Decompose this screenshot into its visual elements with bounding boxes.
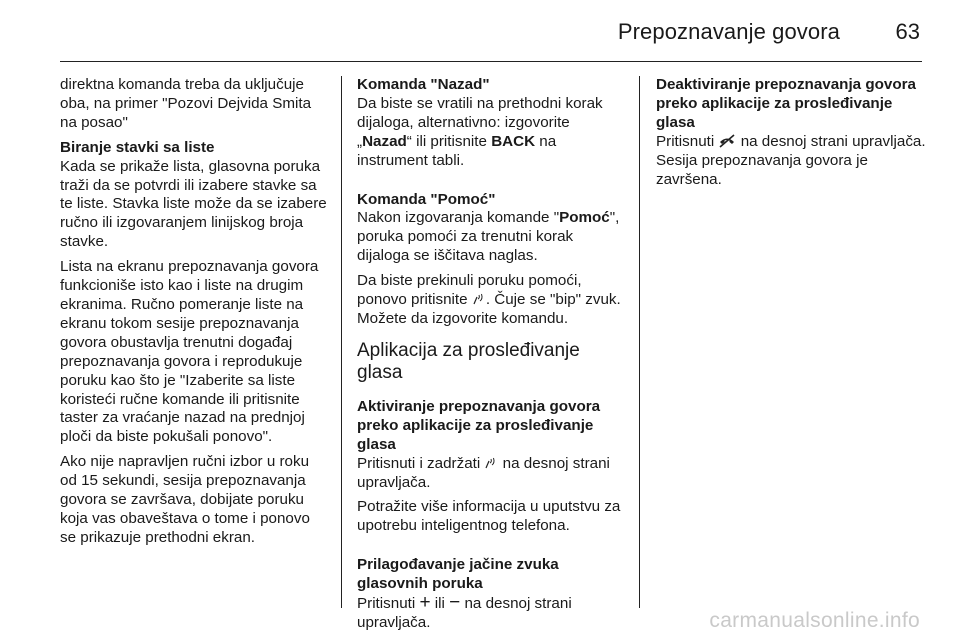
pomoc-paragraph-1 bbox=[357, 209, 627, 266]
activation-paragraph-1 bbox=[357, 455, 627, 493]
list-paragraph-2: Lista na ekranu prepoznavanja govora funkcioniše isto kao i liste na drugim ekranima. Ručno pomeranje liste na ekranu tokom sesije prepoznavanja govora obustavlja trenutni događaj prepoznavanja govora i reprodukuje poruku kao što je "Izaberite sa liste koristeći ručne komande ili pritisnite taster za vraćanje nazad na prednjoj ploči da biste pokušali ponovo". bbox=[60, 258, 319, 446]
deactivation-text-2: na desnoj strani upravljača. Sesija prepoznavanja govora je završena. bbox=[656, 132, 926, 188]
nazad-paragraph bbox=[357, 95, 627, 171]
volume-paragraph bbox=[357, 594, 627, 633]
column-divider-1 bbox=[341, 76, 342, 608]
column-2 bbox=[357, 76, 627, 639]
header-divider bbox=[60, 61, 922, 62]
minus-icon: − bbox=[449, 592, 461, 614]
nazad-keyword: Nazad bbox=[362, 132, 407, 150]
volume-text-3: na desnoj strani upravljača. bbox=[357, 595, 572, 631]
nazad-heading: Komanda "Nazad" bbox=[357, 76, 490, 93]
nazad-text-3: na instrument tabli. bbox=[357, 132, 557, 169]
spacer bbox=[357, 542, 627, 556]
phone-hangup-icon bbox=[718, 134, 736, 148]
watermark: carmanualsonline.info bbox=[709, 609, 920, 632]
section-title: Aplikacija za prosleđivanje glasa bbox=[357, 339, 580, 383]
pomoc-keyword: Pomoć bbox=[559, 209, 610, 227]
nazad-text-1: Da biste se vratili na prethodni korak dijaloga, alternativno: izgovorite „ bbox=[357, 94, 603, 150]
deactivation-paragraph bbox=[656, 133, 926, 190]
activation-text-1: Pritisnuti i zadržati bbox=[357, 454, 485, 472]
list-paragraph-1: Kada se prikaže lista, glasovna poruka traži da se potvrdi ili izabere stavke sa te liste. Stavka liste može da se izabere ručno ili izgovaranjem linijskog broja stavke. bbox=[60, 157, 327, 251]
nazad-text-2: “ ili pritisnite bbox=[406, 132, 492, 150]
volume-text-1: Pritisnuti bbox=[357, 595, 420, 613]
list-paragraph-3: Ako nije napravljen ručni izbor u roku od 15 sekundi, sesija prepoznavanja govora se završava, dobijate poruku koja vas obaveštava o tome i ponovo se prikazuje prethodni ekran. bbox=[60, 453, 310, 546]
page-header bbox=[0, 0, 960, 62]
page-number: 63 bbox=[895, 19, 920, 44]
pomoc-text-1: Nakon izgovaranja komande " bbox=[357, 209, 560, 227]
pomoc-heading: Komanda "Pomoć" bbox=[357, 190, 496, 208]
deactivation-heading: Deaktiviranje prepoznavanja govora preko aplikacije za prosleđivanje glasa bbox=[656, 76, 916, 131]
list-heading: Biranje stavki sa liste bbox=[60, 138, 215, 156]
volume-text-2: ili bbox=[430, 595, 450, 613]
pomoc-text-3: Da biste prekinuli poruku pomoći, ponovo pritisnite bbox=[357, 272, 582, 309]
back-keyword: BACK bbox=[491, 132, 536, 150]
activation-paragraph-2: Potražite više informacija u uputstvu za upotrebu inteligentnog telefona. bbox=[357, 498, 621, 535]
page-title: Prepoznavanje govora bbox=[617, 19, 840, 44]
column-3 bbox=[656, 76, 926, 195]
deactivation-text-1: Pritisnuti bbox=[656, 132, 719, 150]
volume-heading: Prilagođavanje jačine zvuka glasovnih poruka bbox=[357, 556, 559, 593]
pomoc-text-2: ", poruka pomoći za trenutni korak dijaloga se iščitava naglas. bbox=[357, 209, 620, 265]
activation-heading: Aktiviranje prepoznavanja govora preko aplikacije za prosleđivanje glasa bbox=[357, 397, 601, 453]
intro-paragraph: direktna komanda treba da uključuje oba, na primer "Pozovi Dejvida Smita na posao" bbox=[60, 76, 312, 131]
column-divider-2 bbox=[639, 76, 640, 608]
voice-command-icon bbox=[472, 292, 486, 306]
voice-command-icon bbox=[484, 456, 498, 470]
pomoc-text-4: . Čuje se "bip" zvuk. Možete da izgovorite komandu. bbox=[357, 291, 621, 327]
column-1 bbox=[60, 76, 330, 554]
activation-text-2: na desnoj strani upravljača. bbox=[357, 454, 610, 491]
plus-icon: + bbox=[419, 592, 431, 614]
pomoc-paragraph-2 bbox=[357, 272, 627, 329]
spacer bbox=[357, 177, 627, 191]
